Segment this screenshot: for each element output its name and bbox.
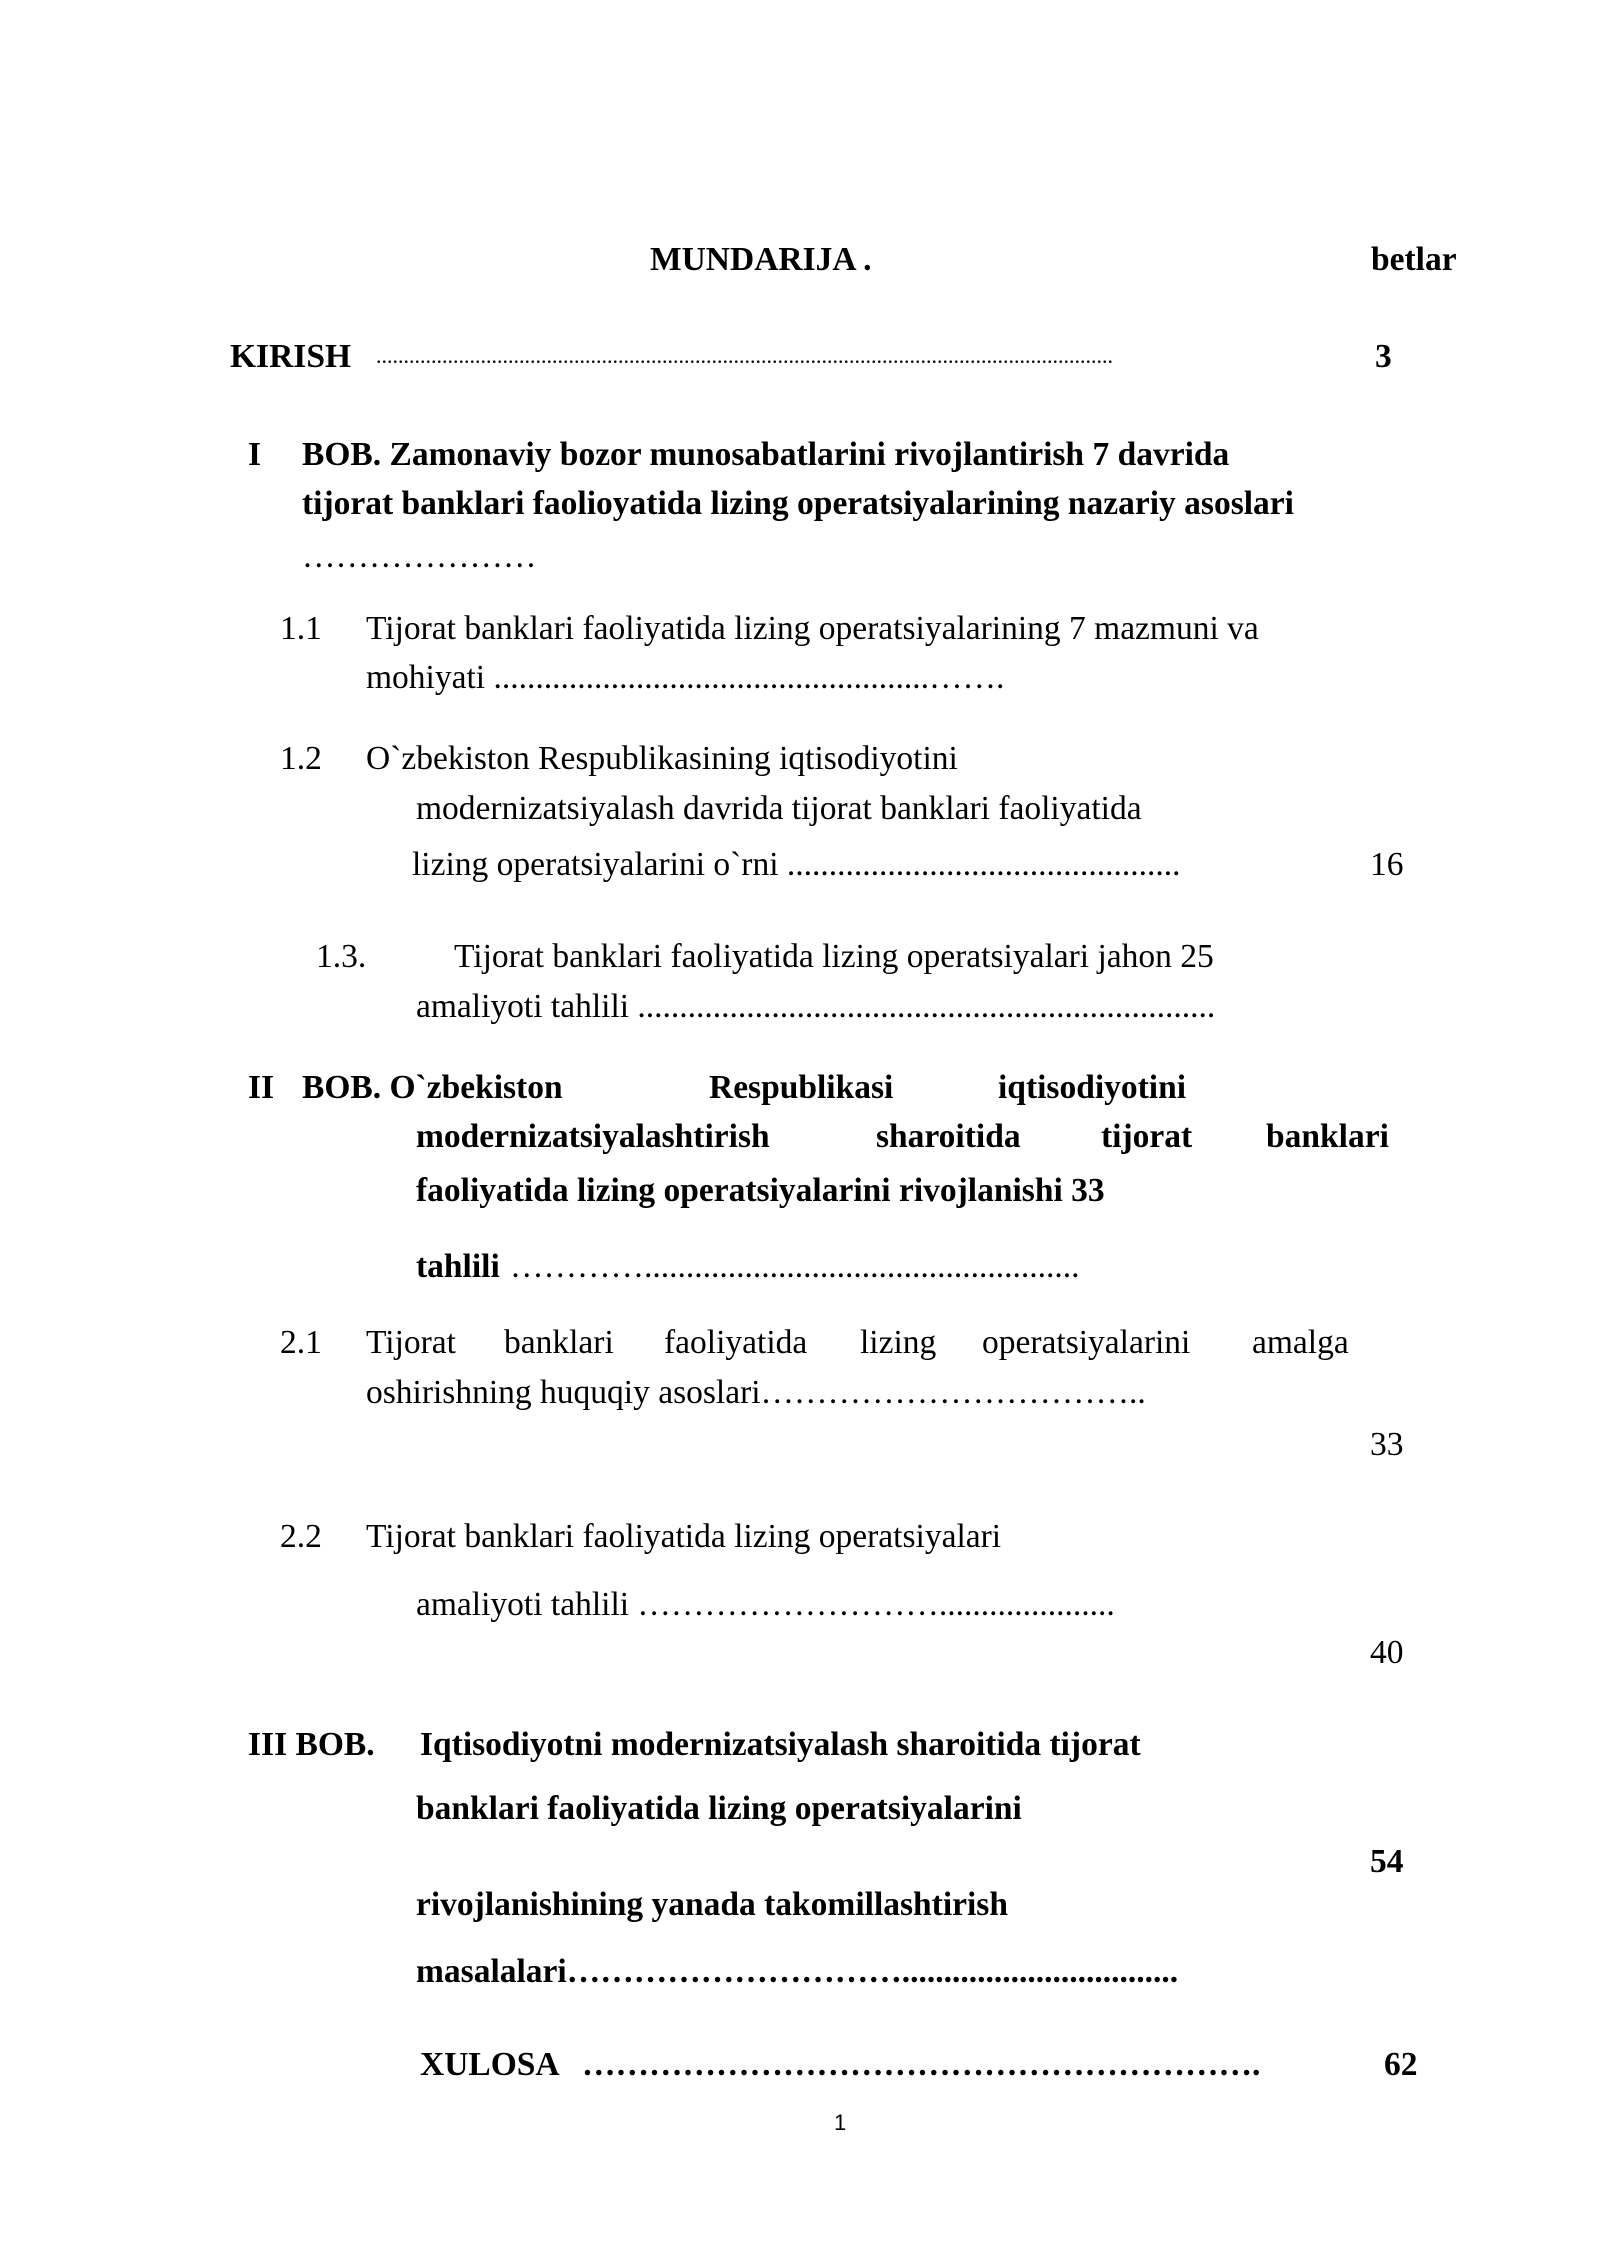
- section-1-2-line2: modernizatsiyalash davrida tijorat banklari faoliyatida: [416, 790, 1142, 827]
- toc-xulosa-dots: …………………………………………………….: [582, 2046, 1261, 2083]
- chapter-2-line4a: tahlili: [416, 1248, 500, 1285]
- section-2-1-number: 2.1: [280, 1324, 322, 1361]
- toc-kirish-dots: ......................................................................................................................................: [376, 345, 1113, 367]
- section-2-1-line1a: Tijorat: [366, 1324, 456, 1361]
- section-2-1-line1c: faoliyatida: [664, 1324, 808, 1361]
- section-2-2-line1: Tijorat banklari faoliyatida lizing operatsiyalari: [366, 1518, 1002, 1555]
- section-2-1-line1d: lizing: [860, 1324, 937, 1361]
- page-number: 1: [834, 2110, 847, 2135]
- chapter-2-line1b: Respublikasi: [709, 1069, 894, 1106]
- chapter-3-line1: Iqtisodiyotni modernizatsiyalash sharoitida tijorat: [420, 1726, 1141, 1763]
- chapter-3-line3: rivojlanishining yanada takomillashtirish: [416, 1886, 1008, 1923]
- chapter-3-number: III BOB.: [248, 1726, 375, 1763]
- toc-kirish-label: KIRISH: [230, 338, 352, 375]
- section-1-1-line1: Tijorat banklari faoliyatida lizing operatsiyalarining 7 mazmuni va: [366, 610, 1259, 647]
- chapter-3-line4: masalalari………………………….................................: [416, 1953, 1179, 1990]
- chapter-3-line2: banklari faoliyatida lizing operatsiyalarini: [416, 1790, 1022, 1827]
- toc-kirish-page: 3: [1375, 338, 1392, 375]
- section-2-1-line1f: amalga: [1252, 1324, 1349, 1361]
- section-2-2-page: 40: [1370, 1634, 1404, 1671]
- chapter-1-number: I: [248, 436, 262, 473]
- chapter-2-number: II: [248, 1069, 275, 1106]
- section-2-1-line1b: banklari: [504, 1324, 614, 1361]
- chapter-2-line2c: tijorat: [1101, 1118, 1193, 1155]
- pages-column-header: betlar: [1371, 241, 1457, 278]
- section-1-3-number: 1.3.: [316, 938, 367, 975]
- toc-xulosa-label: XULOSA: [420, 2046, 560, 2083]
- section-1-2-page: 16: [1370, 846, 1404, 883]
- section-1-3-line2: amaliyoti tahlili .....................................................................: [416, 988, 1216, 1025]
- section-2-1-page: 33: [1370, 1426, 1404, 1463]
- chapter-2-line4b-dots: …………....................................................: [510, 1248, 1080, 1285]
- section-1-1-number: 1.1: [280, 610, 322, 647]
- chapter-2-line2b: sharoitida: [876, 1118, 1021, 1155]
- section-2-1-line2: oshirishning huquqiy asoslari……………………………..: [366, 1374, 1146, 1411]
- toc-xulosa-page: 62: [1384, 2046, 1418, 2083]
- chapter-2-line2a: modernizatsiyalashtirish: [416, 1118, 770, 1155]
- chapter-2-line3: faoliyatida lizing operatsiyalarini rivojlanishi 33: [416, 1172, 1105, 1209]
- section-1-2-line3: lizing operatsiyalarini o`rni ...............................................: [412, 846, 1181, 883]
- section-1-2-number: 1.2: [280, 740, 322, 777]
- chapter-3-page: 54: [1370, 1843, 1404, 1880]
- section-2-1-line1e: operatsiyalarini: [982, 1324, 1191, 1361]
- chapter-1-title-line1: BOB. Zamonaviy bozor munosabatlarini rivojlantirish 7 davrida: [302, 436, 1230, 473]
- section-2-2-number: 2.2: [280, 1518, 322, 1555]
- section-1-2-line1: O`zbekiston Respublikasining iqtisodiyotini: [366, 740, 958, 777]
- toc-title: MUNDARIJA .: [650, 241, 872, 278]
- section-1-1-line2: mohiyati ....................................................…….: [366, 659, 1005, 696]
- chapter-1-dots: …………………: [302, 538, 537, 575]
- chapter-2-line1c: iqtisodiyotini: [998, 1069, 1187, 1106]
- chapter-2-line2d: banklari: [1266, 1118, 1389, 1155]
- chapter-2-line1a: BOB. O`zbekiston: [302, 1069, 563, 1106]
- chapter-1-title-line2: tijorat banklari faolioyatida lizing operatsiyalarining nazariy asoslari: [302, 485, 1294, 522]
- section-1-3-line1: Tijorat banklari faoliyatida lizing operatsiyalari jahon 25: [454, 938, 1214, 975]
- section-2-2-line2: amaliyoti tahlili ……………………….....................: [416, 1586, 1115, 1623]
